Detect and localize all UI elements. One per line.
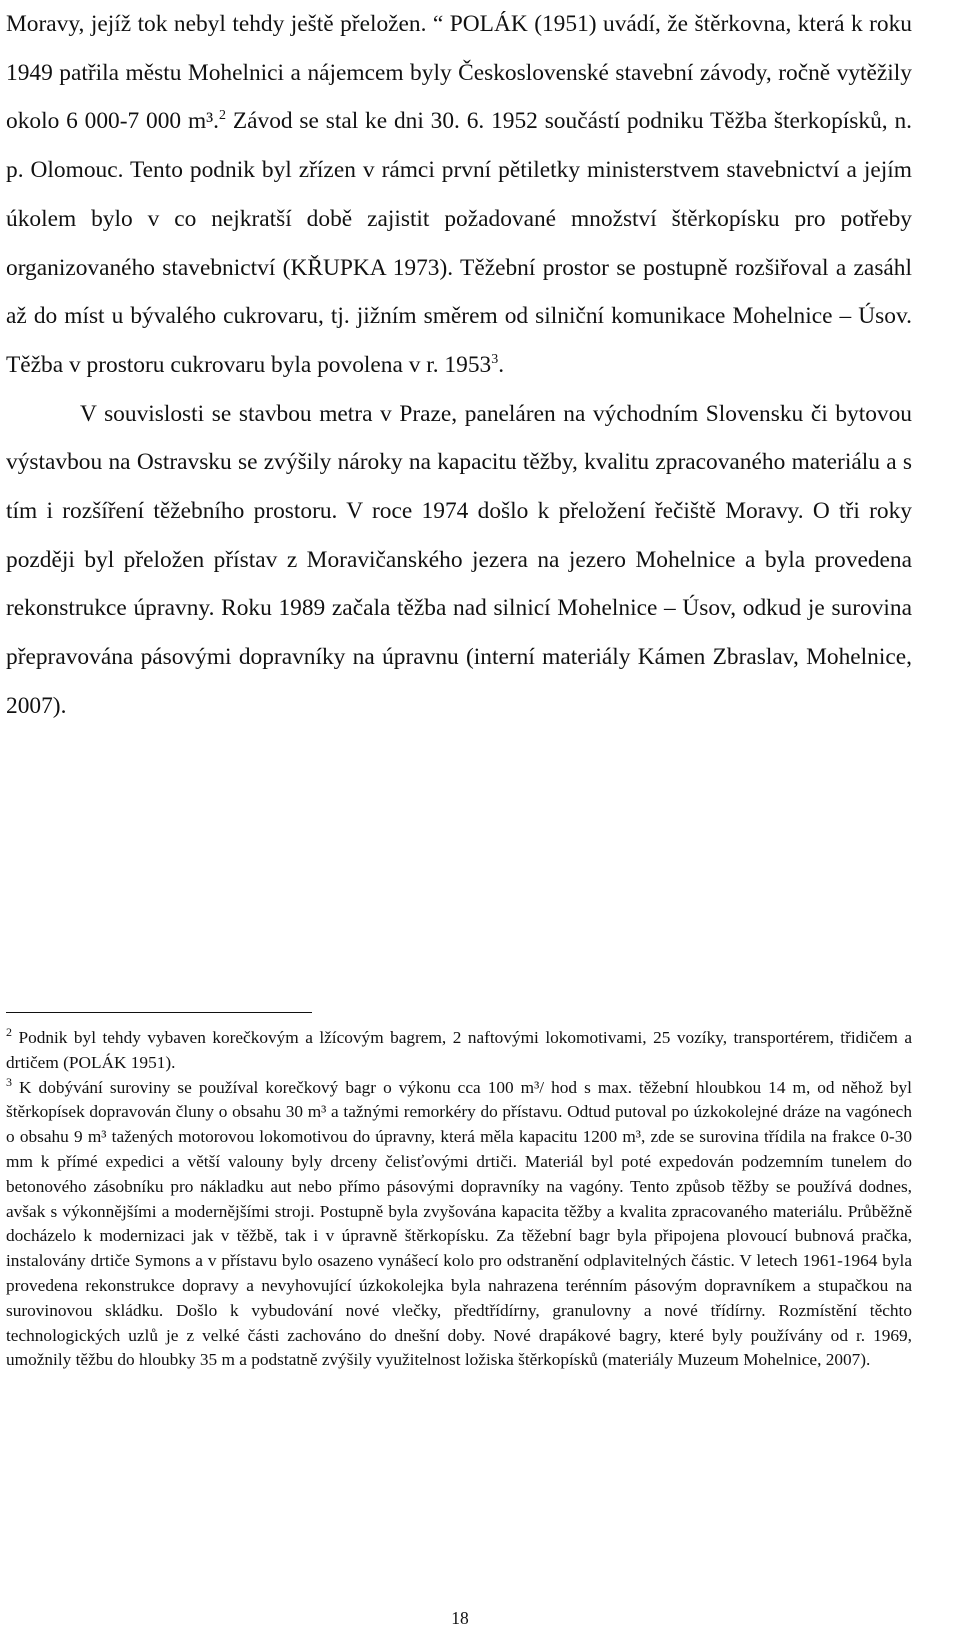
page-number: 18 — [451, 1608, 469, 1628]
footnote-3 — [6, 1076, 912, 1374]
footnote-3-text: K dobývání suroviny se používal korečkový bagr o výkonu cca 100 m³/ hod s max. těžební hloubkou 14 m, od něhož byl štěrkopísek dopravován čluny o obsahu 30 m³ a tažnými remorkéry do přístavu. Odtud putoval po úzkokolejné dráze na vagónech o obsahu 9 m³ tažených motorovou lokomotivou do úpravny, která měla kapacitu 1200 m³, zde se surovina třídila na frakce 0-30 mm k přímé expedici a větší valouny byly drceny čelisťovými drtiči. Materiál byl poté expedován podzemním tunelem do betonového zásobníku pro nákladku aut nebo přímo pásovými dopravníky na vagóny. Tento způsob těžby se používá dodnes, avšak s výkonnějšími a modernějšími stroji. Postupně byla zvyšována kapacita těžby a kvalita zpracovaného materiálu. Průběžně docházelo k modernizaci jak v těžbě, tak i v úpravně štěrkopísku. Za těžební bagr byla připojena plovoucí bubnová pračka, instalovány drtiče Symons a v přístavu bylo osazeno vynášecí kolo pro odstranění odplavitelných částic. V letech 1961-1964 byla provedena rekonstrukce dopravy a nevyhovující úzkokolejka byla nahrazena terénním pásovým dopravníkem a stupačkou na surovinovou skládku. Došlo k vybudování nové vlečky, předtřídírny, granulovny a nové třídírny. Rozmístění těchto technologických uzlů je z velké části zachováno do dnešní doby. Nové drapákové bagry, které byly používány od r. 1969, umožnily těžbu do hloubky 35 m a podstatně zvýšily využitelnost ložiska štěrkopísků (materiály Muzeum Mohelnice, 2007). — [6, 1077, 912, 1370]
paragraph-1-part-a: Moravy, jejíž tok nebyl tehdy ještě přeložen. “ POLÁK (1951) uvádí, že štěrkovna, která k roku 1949 patřila městu Mohelnici a nájemcem byly Československé stavební závody, ročně vytěžily okolo 6 000-7 000 m³. — [6, 11, 912, 135]
footnote-2-mark: 2 — [6, 1025, 12, 1040]
paragraph-1-part-b: Závod se stal ke dni 30. 6. 1952 součástí podniku Těžba šterkopísků, n. p. Olomouc. Tento podnik byl zřízen v rámci první pětiletky ministerstvem stavebnictví a jejím úkolem bylo v co nejkratší době zajistit požadované množství štěrkopísku pro potřeby organizovaného stavebnictví (KŘUPKA 1973). Těžební prostor se postupně rozšiřoval a zasáhl až do míst u bývalého cukrovaru, tj. jižním směrem od silniční komunikace Mohelnice – Úsov. Těžba v prostoru cukrovaru byla povolena v r. 1953 — [6, 108, 912, 378]
paragraph-1 — [6, 0, 912, 390]
body-text — [6, 0, 912, 731]
footnote-ref-2: 2 — [219, 108, 226, 124]
paragraph-1-part-c: . — [498, 351, 505, 378]
footnote-2-text: Podnik byl tehdy vybaven korečkovým a lžícovým bagrem, 2 naftovými lokomotivami, 25 vozíky, transportérem, třidičem a drtičem (POLÁK 1951). — [6, 1028, 912, 1072]
paragraph-2: V souvislosti se stavbou metra v Praze, paneláren na východním Slovensku či bytovou výstavbou na Ostravsku se zvýšily nároky na kapacitu těžby, kvalitu zpracovaného materiálu a s tím i rozšíření těžebního prostoru. V roce 1974 došlo k přeložení řečiště Moravy. O tři roky později byl přeložen přístav z Moravičanského jezera na jezero Mohelnice a byla provedena rekonstrukce úpravny. Roku 1989 začala těžba nad silnicí Mohelnice – Úsov, odkud je surovina přepravována pásovými dopravníky na úpravnu (interní materiály Kámen Zbraslav, Mohelnice, 2007). — [6, 400, 912, 719]
footnote-2 — [6, 1026, 912, 1076]
footnote-3-mark: 3 — [6, 1074, 12, 1089]
footnote-separator — [6, 1012, 312, 1013]
footnote-ref-3: 3 — [491, 352, 499, 368]
footnotes — [6, 1026, 912, 1373]
